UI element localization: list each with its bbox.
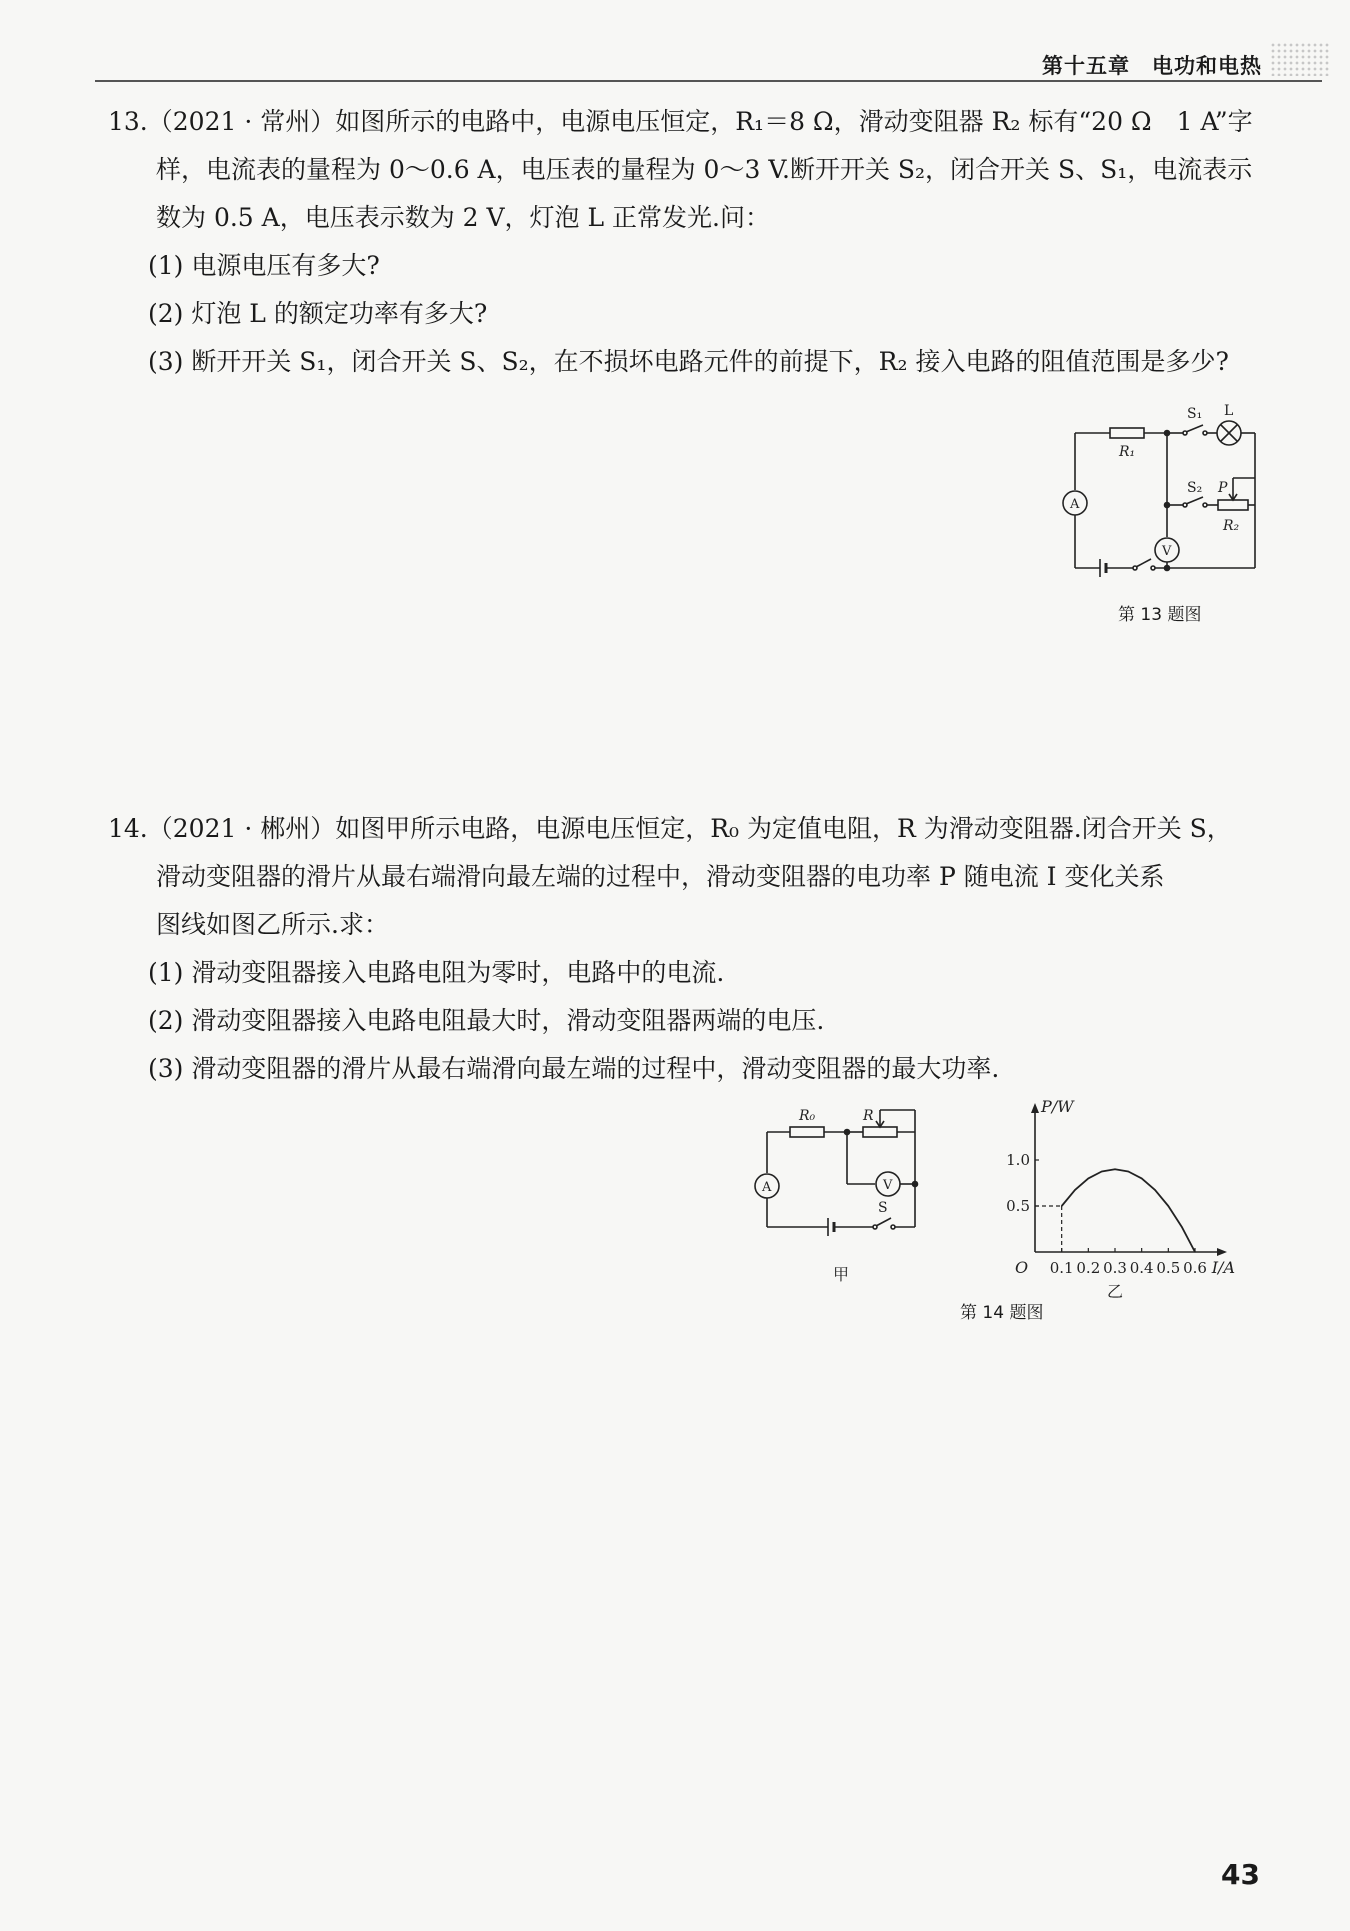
data-point: [1141, 1178, 1142, 1179]
q14-sub2: (2) 滑动变阻器接入电路电阻最大时，滑动变阻器两端的电压.: [148, 1006, 825, 1035]
y-tick-label: 1.0: [1006, 1151, 1030, 1169]
q13-label-v: V: [1162, 544, 1172, 559]
power-curve: [1062, 1169, 1195, 1252]
q14-line1: 14.（2021 · 郴州）如图甲所示电路，电源电压恒定，R₀ 为定值电阻，R 为滑动变阻器.闭合开关 S，: [108, 814, 1232, 843]
data-point: [1168, 1205, 1169, 1206]
data-point: [1181, 1226, 1182, 1227]
x-tick-label: 0.6: [1183, 1259, 1207, 1277]
x-tick-label: 0.3: [1103, 1259, 1127, 1277]
q14-line3: 图线如图乙所示.求：: [156, 910, 389, 939]
q14-label-v: V: [883, 1178, 893, 1193]
data-point: [1074, 1189, 1075, 1190]
q13-label-p: P: [1218, 480, 1228, 496]
q13-label-l: L: [1224, 403, 1234, 419]
data-point: [1114, 1169, 1115, 1170]
y-axis-arrow: [1031, 1103, 1039, 1113]
q14-label-r0: R₀: [799, 1108, 816, 1124]
y-tick-label: 0.5: [1006, 1197, 1030, 1215]
data-point: [1128, 1171, 1129, 1172]
data-point: [1088, 1178, 1089, 1179]
x-axis-arrow: [1217, 1248, 1227, 1256]
x-tick-label: 0.2: [1076, 1259, 1101, 1277]
page-header: [0, 0, 1350, 84]
q13-label-a: A: [1070, 497, 1080, 512]
q13-sub1: (1) 电源电压有多大?: [148, 251, 380, 280]
data-point: [1154, 1189, 1155, 1190]
question-14: [108, 805, 1278, 1093]
data-point: [1061, 1205, 1062, 1206]
decorative-dots: [1270, 42, 1330, 76]
q14-sub3: (3) 滑动变阻器的滑片从最右端滑向最左端的过程中，滑动变阻器的最大功率.: [148, 1054, 1000, 1083]
q13-label-s1: S₁: [1187, 406, 1203, 422]
q13-sub3: (3) 断开开关 S₁，闭合开关 S、S₂，在不损坏电路元件的前提下，R₂ 接入电路的阻值范围是多少?: [148, 347, 1229, 376]
q14-caption: 第 14 题图: [960, 1303, 1044, 1323]
q13-line3: 数为 0.5 A，电压表示数为 2 V，灯泡 L 正常发光.问：: [156, 203, 771, 232]
page-number: 43: [1221, 1858, 1260, 1891]
q14-line2: 滑动变阻器的滑片从最右端滑向最左端的过程中，滑动变阻器的电功率 P 随电流 I 变化关系: [156, 862, 1165, 891]
q13-caption: 第 13 题图: [1118, 605, 1202, 625]
origin-label: O: [1015, 1258, 1029, 1277]
header-rule: [95, 80, 1322, 82]
q14-label-yi: 乙: [1106, 1282, 1124, 1300]
q14-label-a: A: [762, 1180, 772, 1195]
x-tick-label: 0.1: [1049, 1259, 1074, 1277]
data-point: [1194, 1251, 1195, 1252]
x-tick-label: 0.4: [1129, 1259, 1154, 1277]
q13-sub2: (2) 灯泡 L 的额定功率有多大?: [148, 299, 488, 328]
q13-line2: 样，电流表的量程为 0～0.6 A，电压表的量程为 0～3 V.断开开关 S₂，闭合开关 S、S₁，电流表示: [156, 155, 1253, 184]
data-point: [1101, 1171, 1102, 1172]
q14-label-s: S: [878, 1200, 888, 1216]
q14-label-jia: 甲: [833, 1265, 850, 1284]
x-axis-label: I/A: [1211, 1258, 1235, 1277]
question-13: [108, 98, 1278, 386]
y-axis-label: P/W: [1041, 1097, 1074, 1116]
q13-circuit-diagram: [1055, 400, 1270, 585]
q14-power-current-chart: [985, 1090, 1270, 1300]
q13-label-s2: S₂: [1187, 480, 1203, 496]
q13-line1: 13.（2021 · 常州）如图所示的电路中，电源电压恒定，R₁＝8 Ω，滑动变阻器 R₂ 标有“20 Ω 1 A”字: [108, 107, 1253, 136]
q14-circuit-diagram-jia: [745, 1100, 945, 1290]
q13-label-r1: R₁: [1119, 444, 1136, 460]
q14-sub1: (1) 滑动变阻器接入电路电阻为零时，电路中的电流.: [148, 958, 725, 987]
chapter-title: 第十五章 电功和电热: [1042, 54, 1262, 78]
q13-label-r2: R₂: [1223, 518, 1240, 534]
x-tick-label: 0.5: [1156, 1259, 1181, 1277]
q14-label-r: R: [863, 1108, 874, 1124]
